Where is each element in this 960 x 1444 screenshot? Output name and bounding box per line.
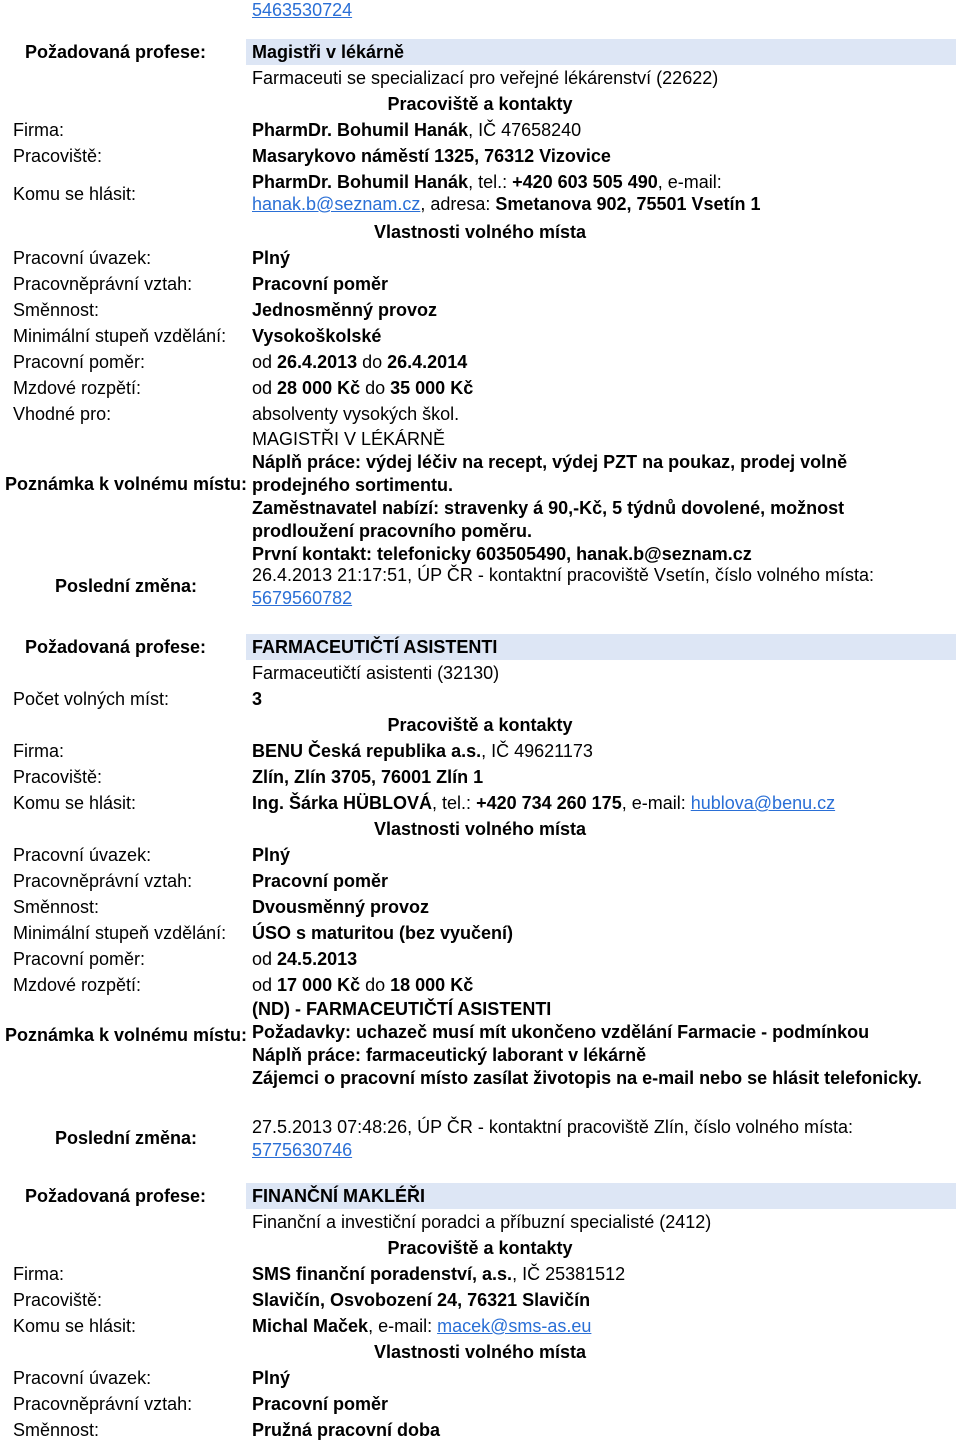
contact-row [0, 790, 960, 816]
shifts-label: Směnnost: [13, 300, 100, 320]
sal-to-label: do [360, 378, 391, 398]
education-label: Minimální stupeň vzdělání: [13, 326, 227, 346]
classification-row [0, 660, 960, 686]
workload-label: Pracovní úvazek: [13, 845, 152, 865]
firm-ico: , IČ 49621173 [481, 741, 593, 761]
shifts-label: Směnnost: [13, 1420, 100, 1440]
education-row [0, 323, 960, 349]
contact-email-link[interactable]: hublova@benu.cz [690, 793, 836, 813]
firm-name: BENU Česká republika a.s. [252, 741, 482, 761]
sal-to: 18 000 Kč [390, 975, 474, 995]
relation-label: Pracovněprávní vztah: [13, 871, 193, 891]
last-change-row [0, 1116, 960, 1166]
last-change-value [252, 564, 952, 610]
note-line: Požadavky: uchazeč musí mít ukončeno vzdělání Farmacie - podmínkou [252, 1022, 870, 1042]
suitable-value: absolventy vysokých škol. [252, 404, 460, 424]
profession-row [0, 634, 960, 660]
vacancy-id-link[interactable]: 5463530724 [252, 0, 353, 20]
note-line: Zaměstnavatel nabízí: stravenky á 90,-Kč, 5 týdnů dovolené, možnost prodloužení pracovního poměru. [252, 498, 845, 541]
workload-value: Plný [252, 248, 291, 268]
employment-row [0, 349, 960, 375]
profession-label: Požadovaná profese: [25, 42, 207, 62]
classification-row [0, 65, 960, 91]
employment-label: Pracovní poměr: [13, 352, 146, 372]
relation-value: Pracovní poměr [252, 1394, 389, 1414]
employment-label: Pracovní poměr: [13, 949, 146, 969]
profession-row [0, 1183, 960, 1209]
salary-row [0, 972, 960, 998]
shifts-value: Dvousměnný provoz [252, 897, 430, 917]
note-line: Náplň práce: výdej léčiv na recept, výdej PZT na poukaz, prodej volně prodejného sortimentu. [252, 452, 848, 495]
salary-label: Mzdové rozpětí: [13, 378, 142, 398]
firm-ico: , IČ 25381512 [512, 1264, 626, 1284]
contact-value [252, 1313, 591, 1339]
note-value [252, 427, 942, 566]
note-value [252, 998, 942, 1090]
education-label: Minimální stupeň vzdělání: [13, 923, 227, 943]
contact-label: Komu se hlásit: [13, 793, 137, 813]
relation-label: Pracovněprávní vztah: [13, 274, 193, 294]
workplace-label: Pracoviště: [13, 767, 103, 787]
listing-2 [0, 634, 960, 1166]
firm-label: Firma: [13, 741, 64, 761]
contact-name: Michal Maček [252, 1316, 369, 1336]
firm-name: SMS finanční poradenství, a.s. [252, 1264, 513, 1284]
note-line: (ND) - FARMACEUTIČTÍ ASISTENTI [252, 999, 552, 1019]
employment-value [252, 946, 357, 972]
contact-tel: +420 603 505 490 [512, 172, 658, 192]
contact-address-label: , adresa: [420, 194, 496, 214]
contact-row [0, 169, 960, 219]
profession-label: Požadovaná profese: [25, 1186, 207, 1206]
last-change-row [0, 564, 960, 614]
workload-row [0, 1365, 960, 1391]
sal-from: 17 000 Kč [277, 975, 361, 995]
section-props-title: Vlastnosti volného místa [373, 819, 587, 839]
firm-row [0, 117, 960, 143]
firm-name: PharmDr. Bohumil Hanák [252, 120, 469, 140]
profession-value: FINANČNÍ MAKLÉŘI [246, 1183, 956, 1209]
contact-email-label: , e-mail: [657, 172, 722, 192]
note-row [0, 998, 960, 1116]
contact-value [252, 790, 835, 816]
firm-value [252, 117, 581, 143]
section-heading [0, 1339, 960, 1365]
contact-email-label: , e-mail: [621, 793, 691, 813]
profession-label: Požadovaná profese: [25, 637, 207, 657]
sal-from-label: od [252, 378, 278, 398]
firm-row [0, 1261, 960, 1287]
section-props-title: Vlastnosti volného místa [373, 222, 587, 242]
section-heading [0, 91, 960, 117]
shifts-value: Pružná pracovní doba [252, 1420, 441, 1440]
sal-from: 28 000 Kč [277, 378, 361, 398]
relation-value: Pracovní poměr [252, 871, 389, 891]
emp-from-label: od [252, 949, 278, 969]
section-heading [0, 816, 960, 842]
emp-from: 26.4.2013 [277, 352, 358, 372]
education-value: ÚSO s maturitou (bez vyučení) [252, 923, 514, 943]
contact-tel-label: , tel.: [468, 172, 513, 192]
section-props-title: Vlastnosti volného místa [373, 1342, 587, 1362]
classification: Finanční a investiční poradci a příbuzní specialisté (2412) [252, 1212, 712, 1232]
sal-from-label: od [252, 975, 278, 995]
shifts-label: Směnnost: [13, 897, 100, 917]
note-line: Náplň práce: farmaceutický laborant v lékárně [252, 1045, 647, 1065]
relation-row [0, 868, 960, 894]
workplace-label: Pracoviště: [13, 146, 103, 166]
contact-address: Smetanova 902, 75501 Vsetín 1 [495, 194, 761, 214]
vacancies-row [0, 686, 960, 712]
emp-from-label: od [252, 352, 278, 372]
shifts-value: Jednosměnný provoz [252, 300, 438, 320]
section-heading [0, 219, 960, 245]
employment-value [252, 349, 467, 375]
workload-value: Plný [252, 845, 291, 865]
sal-to-label: do [360, 975, 391, 995]
firm-value [252, 738, 593, 764]
sal-to: 35 000 Kč [390, 378, 474, 398]
last-change-value [252, 1116, 952, 1162]
classification: Farmaceutičtí asistenti (32130) [252, 663, 500, 683]
note-row [0, 427, 960, 564]
note-line: První kontakt: telefonicky 603505490, hanak.b@seznam.cz [252, 544, 752, 564]
workload-value: Plný [252, 1368, 291, 1388]
note-line: MAGISTŘI V LÉKÁRNĚ [252, 429, 446, 449]
salary-value [252, 375, 473, 401]
relation-row [0, 1391, 960, 1417]
shifts-row [0, 1417, 960, 1443]
contact-row [0, 1313, 960, 1339]
salary-value [252, 972, 473, 998]
contact-label: Komu se hlásit: [13, 1316, 137, 1336]
section-heading [0, 712, 960, 738]
section-workplace-title: Pracoviště a kontakty [387, 1238, 573, 1258]
contact-name: PharmDr. Bohumil Hanák [252, 172, 469, 192]
contact-email-link[interactable]: hanak.b@seznam.cz [252, 194, 421, 214]
note-label: Poznámka k volnému místu: [4, 1025, 248, 1045]
workplace-value: Masarykovo náměstí 1325, 76312 Vizovice [252, 146, 611, 166]
contact-email-link[interactable]: macek@sms-as.eu [437, 1316, 592, 1336]
firm-label: Firma: [13, 120, 64, 140]
last-change-text: 27.5.2013 07:48:26, ÚP ČR - kontaktní pracoviště Zlín, číslo volného místa: [252, 1117, 853, 1137]
contact-value [252, 171, 952, 215]
suitable-row [0, 401, 960, 427]
workload-label: Pracovní úvazek: [13, 248, 152, 268]
contact-tel: +420 734 260 175 [476, 793, 622, 813]
last-change-label: Poslední změna: [54, 576, 198, 596]
shifts-row [0, 297, 960, 323]
workplace-row [0, 1287, 960, 1313]
salary-row [0, 375, 960, 401]
workplace-label: Pracoviště: [13, 1290, 103, 1310]
vacancy-id-link[interactable]: 5775630746 [252, 1140, 353, 1160]
emp-to: 26.4.2014 [387, 352, 468, 372]
profession-row [0, 39, 960, 65]
contact-label: Komu se hlásit: [13, 184, 137, 204]
workplace-value: Zlín, Zlín 3705, 76001 Zlín 1 [252, 767, 484, 787]
firm-value [252, 1261, 625, 1287]
section-workplace-title: Pracoviště a kontakty [387, 94, 573, 114]
vacancies-value: 3 [252, 689, 263, 709]
workload-row [0, 245, 960, 271]
employment-row [0, 946, 960, 972]
contact-tel-label: , tel.: [432, 793, 477, 813]
section-heading [0, 1235, 960, 1261]
relation-row [0, 271, 960, 297]
education-value: Vysokoškolské [252, 326, 382, 346]
emp-from: 24.5.2013 [277, 949, 358, 969]
last-change-label: Poslední změna: [54, 1128, 198, 1148]
vacancies-label: Počet volných míst: [13, 689, 170, 709]
workplace-value: Slavičín, Osvobození 24, 76321 Slavičín [252, 1290, 591, 1310]
workload-row [0, 842, 960, 868]
section-workplace-title: Pracoviště a kontakty [387, 715, 573, 735]
profession-value: FARMACEUTIČTÍ ASISTENTI [246, 634, 956, 660]
relation-value: Pracovní poměr [252, 274, 389, 294]
workplace-row [0, 143, 960, 169]
emp-to-label: do [357, 352, 388, 372]
contact-name: Ing. Šárka HÜBLOVÁ [252, 793, 433, 813]
vacancy-id-link[interactable]: 5679560782 [252, 588, 353, 608]
note-label: Poznámka k volnému místu: [4, 474, 248, 494]
last-change-text: 26.4.2013 21:17:51, ÚP ČR - kontaktní pracoviště Vsetín, číslo volného místa: [252, 565, 875, 585]
firm-ico: , IČ 47658240 [468, 120, 582, 140]
profession-value: Magistři v lékárně [246, 39, 956, 65]
relation-label: Pracovněprávní vztah: [13, 1394, 193, 1414]
listing-1 [0, 39, 960, 614]
education-row [0, 920, 960, 946]
classification: Farmaceuti se specializací pro veřejné lékárenství (22622) [252, 68, 719, 88]
workload-label: Pracovní úvazek: [13, 1368, 152, 1388]
suitable-label: Vhodné pro: [13, 404, 112, 424]
workplace-row [0, 764, 960, 790]
firm-row [0, 738, 960, 764]
contact-email-label: , e-mail: [368, 1316, 438, 1336]
listing-3 [0, 1183, 960, 1443]
note-line: Zájemci o pracovní místo zasílat životopis na e-mail nebo se hlásit telefonicky. [252, 1068, 922, 1088]
firm-label: Firma: [13, 1264, 64, 1284]
classification-row [0, 1209, 960, 1235]
salary-label: Mzdové rozpětí: [13, 975, 142, 995]
shifts-row [0, 894, 960, 920]
